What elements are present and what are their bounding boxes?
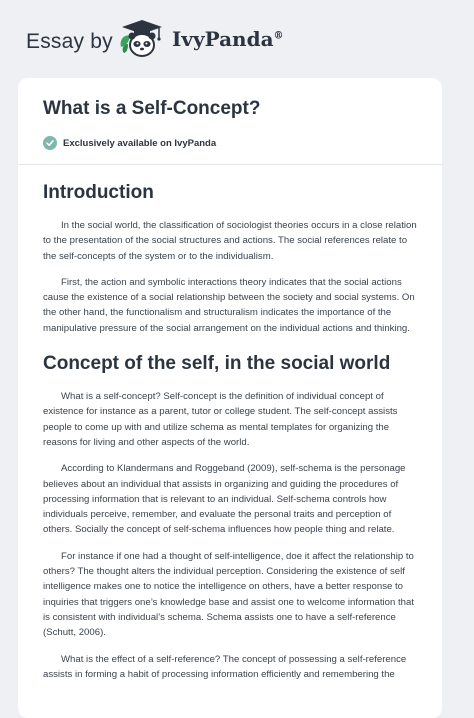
- essay-by-label: Essay by: [26, 30, 113, 53]
- brand-name[interactable]: [172, 27, 284, 51]
- page-title: What is a Self-Concept?: [43, 98, 261, 119]
- panda-logo-icon[interactable]: [117, 17, 167, 61]
- exclusive-badge: [43, 135, 420, 151]
- check-circle-icon: [43, 136, 57, 150]
- section-heading-introduction: Introduction: [43, 182, 154, 203]
- essay-card: [18, 78, 442, 718]
- paragraph: What is a self-concept? Self-concept is the definition of individual concept of existence for instance as a parent, tutor or college student. The self-concept assists people to come up with and utilize schema as mental templates for organizing the reasons for living and other aspects of the world.: [43, 391, 398, 448]
- section-heading-concept-of-self: Concept of the self, in the social world: [43, 353, 391, 375]
- brand-name-text: IvyPanda: [172, 27, 274, 51]
- paragraph: For instance if one had a thought of self-intelligence, doe it affect the relationship to others? The thought alters the individual perception. Considering the existence of self intelligence makes one to notice the intelligence on others, have a better response to inquiries that triggers one’s knowledge base and assist one to welcome information that is consistent with individual’s schema. Schema assists one to have a self-reference (Schutt, 2006).: [43, 550, 414, 639]
- registered-mark: ®: [273, 30, 284, 42]
- site-header: [0, 0, 474, 76]
- paragraph: According to Klandermans and Roggeband (2009), self-schema is the personage believes about an individual that assists in organizing and guiding the procedures of processing information that is relevant to an individual. Self-schema controls how individuals perceive, remember, and evaluate the personal traits and perception of others. Socially the concept of self-schema influences how people thing and relate.: [43, 463, 406, 536]
- paragraph: First, the action and symbolic interactions theory indicates that the social actions cause the existence of a social relationship between the society and social systems. On the other hand, the functionalism and structuralism indicates the importance of the manipulative pressure of the social arrangement on the individual actions and thinking.: [43, 276, 415, 334]
- paragraph: In the social world, the classification of sociologist theories occurs in a close relation to the presentation of the social structures and actions. The social references relate to the self-concepts of the system or to the individualism.: [43, 220, 417, 262]
- paragraph: What is the effect of a self-reference? The concept of possessing a self-reference assists in forming a habit of processing information efficiently and remembering the: [43, 653, 407, 680]
- divider: [18, 164, 442, 165]
- exclusive-label: Exclusively available on IvyPanda: [63, 137, 217, 149]
